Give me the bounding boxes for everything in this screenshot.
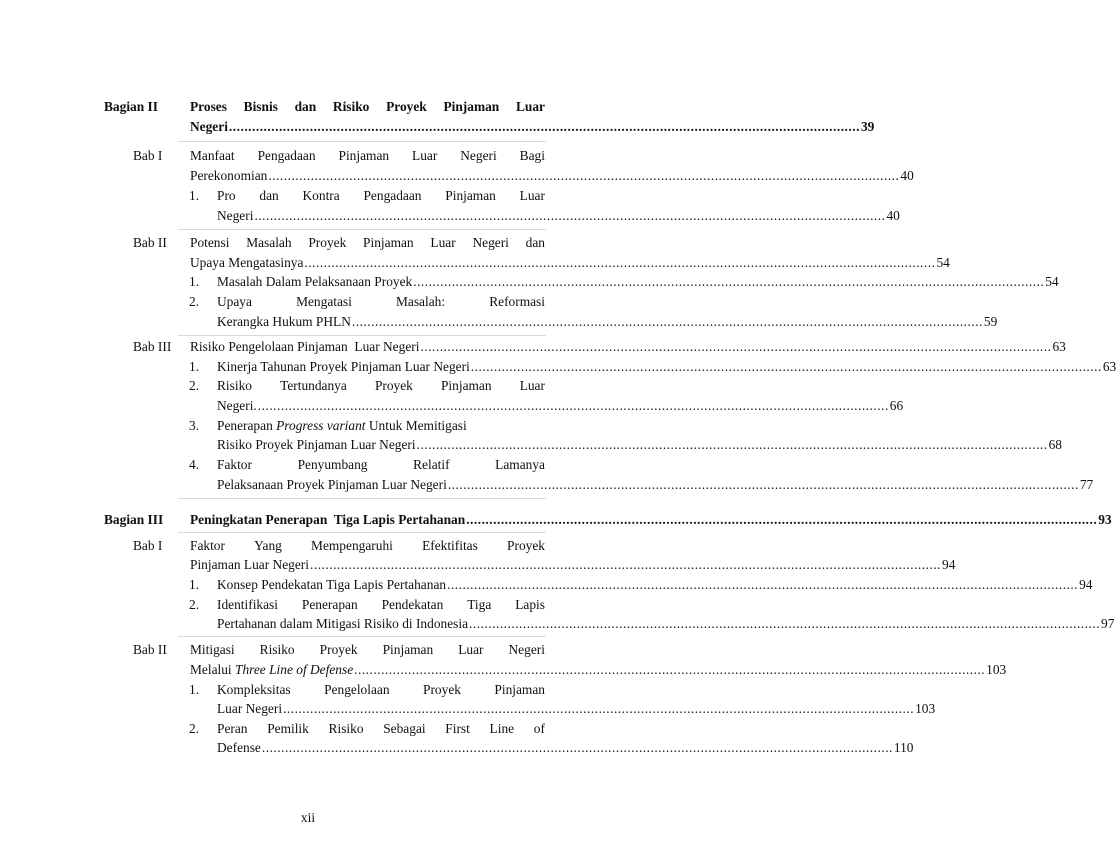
- page-number: 66: [889, 398, 904, 413]
- bab-label: Bab II: [133, 642, 167, 657]
- bagian-title-entry[interactable]: [190, 510, 1112, 530]
- entry-text: Perekonomian: [190, 168, 268, 183]
- word: Proses: [190, 99, 227, 114]
- bab-label: Bab I: [133, 538, 163, 553]
- page-number: 63: [1052, 339, 1066, 354]
- page-number: 54: [936, 255, 950, 270]
- item-entry[interactable]: [217, 614, 1115, 634]
- entry-text: Luar Negeri: [217, 701, 283, 716]
- item-number: 2.: [189, 721, 200, 736]
- entry-text: Defense: [217, 740, 261, 755]
- leader-dots: ....................................................................................................................................................................: [228, 119, 860, 134]
- bagian-title-entry[interactable]: [190, 117, 875, 137]
- item-entry[interactable]: [217, 357, 1116, 377]
- divider: [178, 141, 546, 142]
- entry-text: Negeri: [217, 208, 254, 223]
- leader-dots: ....................................................................................................................................................................: [470, 359, 1102, 374]
- entry-text: Masalah Dalam Pelaksanaan Proyek: [217, 274, 413, 289]
- item-entry[interactable]: [217, 206, 900, 226]
- bab-entry[interactable]: [190, 660, 1007, 680]
- item-entry[interactable]: [217, 435, 1062, 455]
- leader-dots: ....................................................................................................................................................................: [447, 577, 1079, 592]
- bab-entry[interactable]: [190, 253, 950, 273]
- bab-entry[interactable]: [190, 555, 956, 575]
- bab-label: Bab III: [133, 339, 172, 354]
- item-entry[interactable]: [217, 396, 904, 416]
- item-entry[interactable]: [217, 312, 998, 332]
- bab-entry[interactable]: [190, 337, 1066, 357]
- entry-text: Risiko Pengelolaan Pinjaman Luar Negeri: [190, 339, 420, 354]
- page-number: 59: [983, 314, 998, 329]
- item-entry[interactable]: [217, 475, 1094, 495]
- page-number: 68: [1048, 437, 1062, 452]
- word: Luar: [515, 99, 545, 114]
- entry-text: Konsep Pendekatan Tiga Lapis Pertahanan: [217, 577, 447, 592]
- entry-text: Pertahanan dalam Mitigasi Risiko di Indonesia: [217, 616, 469, 631]
- page-number: 93: [1098, 512, 1112, 527]
- entry-text: Melalui Three Line of Defense: [190, 662, 354, 677]
- leader-dots: ....................................................................................................................................................................: [416, 437, 1048, 452]
- item-title-line: Kompleksitas Pengelolaan Proyek Pinjaman: [217, 682, 545, 697]
- word: Pinjaman: [443, 99, 500, 114]
- italic-term: Progress variant: [276, 418, 366, 433]
- item-entry[interactable]: [217, 699, 936, 719]
- word: Risiko: [332, 99, 370, 114]
- leader-dots: ....................................................................................................................................................................: [310, 557, 942, 572]
- page-number: 40: [900, 168, 914, 183]
- entry-text: Risiko Proyek Pinjaman Luar Negeri: [217, 437, 416, 452]
- item-title-line: Upaya Mengatasi Masalah: Reformasi: [217, 294, 545, 309]
- page-footer-number: xii: [300, 810, 316, 825]
- item-title-line: Identifikasi Penerapan Pendekatan Tiga Lapis: [217, 597, 545, 612]
- bagian-title-line: [190, 97, 545, 117]
- leader-dots: ....................................................................................................................................................................: [354, 662, 986, 677]
- divider: [178, 636, 546, 637]
- page-number: 39: [860, 119, 875, 134]
- leader-dots: ....................................................................................................................................................................: [283, 701, 915, 716]
- item-entry[interactable]: [217, 575, 1093, 595]
- bab-entry[interactable]: [190, 166, 914, 186]
- divider: [178, 335, 546, 336]
- word: Bisnis: [243, 99, 278, 114]
- item-entry[interactable]: [217, 272, 1059, 292]
- italic-term: Three Line of Defense: [235, 662, 354, 677]
- item-number: 1.: [189, 577, 200, 592]
- entry-text: Pinjaman Luar Negeri: [190, 557, 309, 572]
- leader-dots: ....................................................................................................................................................................: [268, 168, 900, 183]
- page-number: 110: [893, 740, 914, 755]
- entry-text: Upaya Mengatasinya: [190, 255, 304, 270]
- bab-label: Bab II: [133, 235, 167, 250]
- entry-text: Pelaksanaan Proyek Pinjaman Luar Negeri: [217, 477, 447, 492]
- word: Proyek: [386, 99, 427, 114]
- item-number: 2.: [189, 378, 200, 393]
- page-number: 103: [915, 701, 936, 716]
- item-title-line: Peran Pemilik Risiko Sebagai First Line of: [217, 721, 545, 736]
- item-number: 4.: [189, 457, 200, 472]
- bab-title-line: Potensi Masalah Proyek Pinjaman Luar Negeri dan: [190, 235, 545, 250]
- divider: [178, 498, 546, 499]
- item-number: 2.: [189, 294, 200, 309]
- leader-dots: ....................................................................................................................................................................: [261, 740, 893, 755]
- leader-dots: ....................................................................................................................................................................: [254, 208, 886, 223]
- page-number: 103: [986, 662, 1007, 677]
- page-number: 94: [1079, 577, 1093, 592]
- bab-title-line: Mitigasi Risiko Proyek Pinjaman Luar Negeri: [190, 642, 545, 657]
- bagian-label: Bagian II: [104, 99, 158, 114]
- item-number: 1.: [189, 359, 200, 374]
- leader-dots: ....................................................................................................................................................................: [469, 616, 1101, 631]
- entry-text: Kinerja Tahunan Proyek Pinjaman Luar Negeri: [217, 359, 470, 374]
- item-number: 1.: [189, 274, 200, 289]
- leader-dots: ....................................................................................................................................................................: [413, 274, 1045, 289]
- divider: [178, 229, 546, 230]
- leader-dots: ....................................................................................................................................................................: [420, 339, 1052, 354]
- item-title-line: Faktor Penyumbang Relatif Lamanya: [217, 457, 545, 472]
- item-title-line: Penerapan Progress variant Untuk Memitigasi: [217, 418, 467, 433]
- page-number: 63: [1102, 359, 1116, 374]
- bab-title-line: Manfaat Pengadaan Pinjaman Luar Negeri Bagi: [190, 148, 545, 163]
- entry-text: Negeri.: [217, 398, 257, 413]
- page-number: 97: [1101, 616, 1115, 631]
- entry-text: Negeri: [190, 119, 228, 134]
- item-title-line: Pro dan Kontra Pengadaan Pinjaman Luar: [217, 188, 545, 203]
- word: dan: [294, 99, 317, 114]
- bab-title-line: Faktor Yang Mempengaruhi Efektifitas Proyek: [190, 538, 545, 553]
- leader-dots: ....................................................................................................................................................................: [447, 477, 1079, 492]
- leader-dots: ....................................................................................................................................................................: [466, 512, 1098, 527]
- leader-dots: ....................................................................................................................................................................: [257, 398, 889, 413]
- entry-text: Peningkatan Penerapan Tiga Lapis Pertahanan: [190, 512, 466, 527]
- entry-text: Kerangka Hukum PHLN: [217, 314, 351, 329]
- bagian-label: Bagian III: [104, 512, 164, 527]
- item-number: 1.: [189, 188, 200, 203]
- page-number: 54: [1045, 274, 1059, 289]
- bab-label: Bab I: [133, 148, 163, 163]
- item-number: 1.: [189, 682, 200, 697]
- divider: [178, 532, 546, 533]
- page-number: 40: [886, 208, 900, 223]
- item-number: 2.: [189, 597, 200, 612]
- leader-dots: ....................................................................................................................................................................: [304, 255, 936, 270]
- item-title-line: Risiko Tertundanya Proyek Pinjaman Luar: [217, 378, 545, 393]
- leader-dots: ....................................................................................................................................................................: [351, 314, 983, 329]
- item-entry[interactable]: [217, 738, 914, 758]
- page-number: 77: [1079, 477, 1094, 492]
- page-number: 94: [942, 557, 956, 572]
- item-number: 3.: [189, 418, 200, 433]
